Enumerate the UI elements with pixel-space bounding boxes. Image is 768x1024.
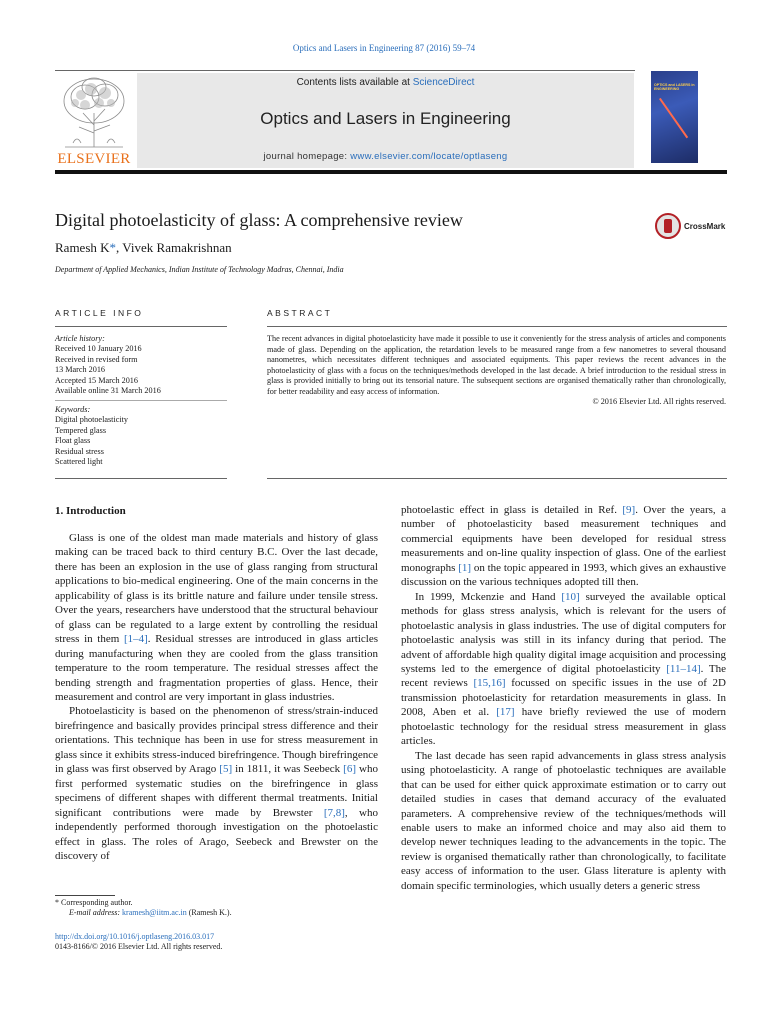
article-info-rule — [55, 326, 227, 327]
corresponding-author-mark[interactable]: * — [109, 240, 117, 255]
keyword-item: Tempered glass — [55, 425, 107, 435]
cover-laser-beam — [659, 98, 688, 138]
footnote-text: Corresponding author. — [59, 898, 133, 907]
journal-cover-thumbnail[interactable] — [651, 71, 698, 163]
text-run: surveyed the available optical methods for glass stress analysis, which is relevant for the users of photoelastic analysis in glass industries. The use of digital computers for photoelastic analysis was still in its infancy during that period. The advent of affordable high quality digital image acquisition and processing systems led to the emergence of digital photoelasticity — [401, 590, 726, 675]
abstract-copyright: © 2016 Elsevier Ltd. All rights reserved. — [592, 397, 726, 406]
footnote-corresponding — [55, 898, 232, 908]
citation-link[interactable]: [10] — [561, 590, 580, 603]
abstract-rule — [267, 326, 727, 327]
citation-link[interactable]: [11–14] — [666, 662, 701, 675]
footnote-mark: * — [55, 898, 59, 907]
text-run: , who independently performed thorough investigation on the photoelastic effect in glass. The roles of Arago, Seebeck and Brewster on the discovery of — [55, 806, 378, 862]
elsevier-logo[interactable] — [55, 73, 133, 168]
text-run: Photoelasticity is based on the phenomenon of stress/strain-induced birefringence and basically provides principal stress difference and their orientations. This technique has been in use for stress measurement in glass since it exhibits stress-induced birefringence. Though birefringence in glass was first observed by Arago — [55, 705, 378, 776]
homepage-prefix: journal homepage: — [263, 151, 351, 162]
keyword-item: Digital photoelasticity — [55, 415, 128, 425]
history-item: Accepted 15 March 2016 — [55, 375, 138, 385]
footnote-email — [55, 908, 232, 918]
elsevier-tree-icon — [55, 73, 133, 151]
author-list — [55, 240, 232, 256]
text-run: in 1811, it was Seebeck — [232, 763, 344, 776]
keywords-label: Keywords: — [55, 405, 91, 414]
text-run: who first performed systematic studies on the birefringence in glass specimens of different shapes with different thermal treatments. Initial significant contributions were made by Brewster — [55, 763, 378, 819]
citation-link[interactable]: [1–4] — [123, 633, 148, 646]
footnote-rule — [55, 895, 115, 896]
citation-link[interactable]: [9] — [622, 504, 636, 516]
doi-link[interactable]: http://dx.doi.org/10.1016/j.optlaseng.2016.03.017 — [55, 932, 215, 941]
crossmark-icon — [655, 213, 681, 239]
author-1[interactable]: Ramesh K — [55, 240, 110, 255]
journal-title[interactable]: Optics and Lasers in Engineering — [260, 109, 511, 128]
article-title: Digital photoelasticity of glass: A comprehensive review — [55, 210, 463, 230]
abstract-bottom-rule — [267, 478, 727, 479]
email-suffix: (Ramesh K.). — [186, 908, 232, 917]
contents-prefix: Contents lists available at — [296, 77, 413, 88]
crossmark-label: CrossMark — [684, 222, 726, 231]
keywords-rule — [55, 400, 227, 401]
homepage-line — [137, 151, 634, 162]
abstract-heading: ABSTRACT — [267, 308, 333, 318]
text-run: have briefly reviewed the use of modern photoelastic technology for the residual stress measurement in glass articles. — [401, 706, 726, 748]
article-info-bottom-rule — [55, 478, 227, 479]
article-info-heading: ARTICLE INFO — [55, 308, 144, 318]
citation-link[interactable]: [15,16] — [473, 677, 506, 690]
cover-title: OPTICS and LASERS in ENGINEERING — [654, 83, 695, 92]
history-item: 13 March 2016 — [55, 365, 106, 375]
doi-block — [55, 932, 222, 952]
affiliation: Department of Applied Mechanics, Indian Institute of Technology Madras, Chennai, India — [55, 265, 344, 274]
sciencedirect-link[interactable]: ScienceDirect — [412, 77, 475, 88]
history-item: Received 10 January 2016 — [55, 344, 142, 354]
homepage-link[interactable]: www.elsevier.com/locate/optlaseng — [350, 151, 508, 162]
history-label: Article history: — [55, 334, 105, 343]
journal-citation[interactable]: Optics and Lasers in Engineering 87 (2016) 59–74 — [292, 43, 476, 53]
section-title-introduction: 1. Introduction — [55, 505, 126, 517]
body-paragraph: The last decade has seen rapid advancements in glass stress analysis using photoelasticity. A range of photoelastic techniques are available that can be used for either quick approximate estimation or to carry out detailed studies in cases that demand accuracy of the evaluated parameters. A comprehensive review of the techniques/methods will enable users to make an informed choice and may also aid them to develop newer techniques leading to the advancements in the topic. The review is organised thematically rather than chronologically, to facilitate easy access of information to the user. Glass literature is aplenty with domain specific terminologies, which usually deters a generic stress — [401, 749, 726, 892]
article-history — [55, 334, 225, 396]
journal-header-panel — [137, 73, 634, 168]
header-rule-thick — [55, 170, 727, 174]
issn-line: 0143-8166/© 2016 Elsevier Ltd. All rights reserved. — [55, 942, 223, 951]
body-paragraph — [401, 503, 726, 590]
keyword-item: Scattered light — [55, 457, 103, 467]
body-paragraph — [55, 704, 378, 863]
citation-link[interactable]: [6] — [343, 763, 356, 776]
text-run: focussed on specific issues in the use of 2D transmission photoelasticity for retardation measurements in glass. In 2008, Aben et al. — [401, 677, 726, 719]
citation-link[interactable]: [1] — [458, 561, 472, 574]
header-rule-top — [55, 70, 635, 71]
citation-link[interactable]: [5] — [219, 763, 233, 776]
abstract-body — [267, 334, 726, 408]
crossmark-badge[interactable] — [655, 213, 730, 241]
history-item: Available online 31 March 2016 — [55, 386, 161, 396]
text-run: Glass is one of the oldest man made materials and history of glass making can be traced back to third century B.C. Over the last decade, there has been an explosion in the use of glass ranging from structural applications to bio-medical engineering. One of the main concerns in the applicability of glass is its brittle nature and failure under tensile stress. Over the years, researchers have understood that the structural behaviour of glass can be regulated to a large extent by controlling the residual stress in them — [55, 532, 378, 646]
abstract-text: The recent advances in digital photoelasticity have made it possible to use it conveniently for the stress analysis of articles and components made of glass. Depending on the application, the retardation levels to be measured range from a few nanometres to several thousand nanometres, which necessitates different techniques and associated equipments. This paper reviews the recent advances in the photoelasticity of glass with a focus on the techniques/methods developed in the last decade. A brief introduction to the residual stress in glass is provided initially to bring out its tensorial nature. The subsequent sections are organised thematically rather than chronologically, for better readability and easy access of information. — [267, 334, 726, 396]
text-run: In 1999, Mckenzie and Hand — [415, 590, 562, 603]
footnote — [55, 898, 232, 918]
email-link[interactable]: kramesh@iitm.ac.in — [122, 908, 187, 917]
elsevier-wordmark: ELSEVIER — [57, 151, 131, 167]
keyword-item: Float glass — [55, 436, 91, 446]
text-run: photoelastic effect in glass is detailed in Ref. — [401, 504, 623, 516]
text-run: . The recent reviews — [401, 662, 726, 690]
contents-line — [137, 77, 634, 88]
text-run: . Over the years, a number of photoelasticity based measurement techniques and commercial equipments have been developed for residual stress measurements and on-line quality inspection of glass. One of the earliest monographs — [401, 504, 726, 574]
body-paragraph — [55, 531, 378, 704]
text-run: . Residual stresses are introduced in glass articles during manufacturing when they are cooled from the glass transition temperature to the room temperature. The residual stresses affect the bending strength and fragmentation properties of glass. Hence, their measurement and control are very important in glass industries. — [55, 633, 379, 703]
body-column-right — [401, 503, 726, 893]
crossmark-bookmark — [664, 219, 672, 233]
body-paragraph — [401, 590, 726, 749]
citation-link[interactable]: [17] — [496, 706, 515, 719]
author-separator: , — [116, 240, 123, 255]
text-run: on the topic appeared in 1993, which gives an exhaustive discussion on the various techniques adopted till then. — [401, 561, 726, 589]
keyword-item: Residual stress — [55, 446, 104, 456]
citation-link[interactable]: [7,8] — [323, 806, 345, 819]
author-2[interactable]: Vivek Ramakrishnan — [122, 240, 232, 255]
keywords — [55, 405, 225, 467]
body-column-left — [55, 531, 378, 863]
email-label: E-mail address: — [69, 908, 123, 917]
history-item: Received in revised form — [55, 354, 138, 364]
